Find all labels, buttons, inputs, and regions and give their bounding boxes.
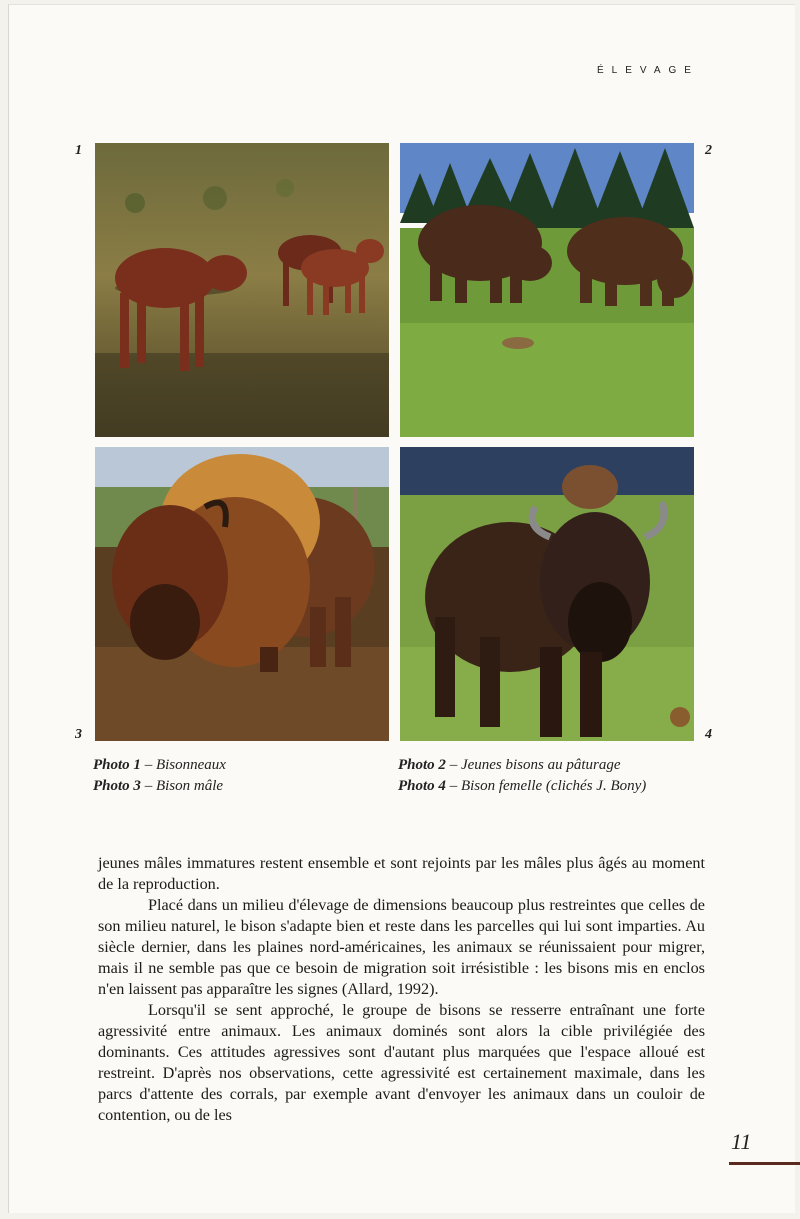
caption-photo-4: [398, 776, 646, 797]
paragraph-3: Lorsqu'il se sent approché, le groupe de bisons se resserre entraînant une forte agressivité entre animaux. Les animaux dominés sont alors la cible privilégiée des dominants. Ces attitudes agressives sont d'autant plus marquées que l'espace alloué est restreint. D'après nos observations, cette agressivité est certainement maximale, dans les parcs d'attente des corrals, par exemple avant d'envoyer les animaux dans un couloir de contention, ou de les: [98, 1001, 705, 1124]
caption-photo-1-text: – Bisonneaux: [140, 757, 226, 773]
caption-photo-2-text: – Jeunes bisons au pâturage: [445, 757, 621, 773]
paragraph-2: Placé dans un milieu d'élevage de dimensions beaucoup plus restreintes que celles de son milieu naturel, le bison s'adapte bien et reste dans les parcelles qui lui sont imparties. Au siècle dernier, dans les plaines nord-américaines, les animaux se réunissaient pour migrer, mais il ne semble pas que ce besoin de migration soit irrésistible : les bisons mis en enclos n'en laissent pas apparaître les signes (Allard, 1992).: [98, 896, 705, 998]
caption-photo-3-text: – Bison mâle: [140, 778, 224, 794]
caption-photo-1: [93, 755, 226, 776]
running-head: ÉLEVAGE: [597, 65, 699, 76]
plate-number-2: 2: [705, 143, 712, 158]
photo-3-image: [95, 447, 389, 741]
plate-number-1: 1: [75, 143, 82, 158]
caption-photo-2: [398, 755, 621, 776]
caption-photo-4-label: Photo 4: [398, 778, 446, 794]
caption-photo-3: [93, 776, 223, 797]
plate-number-4: 4: [705, 727, 712, 742]
caption-photo-2-label: Photo 2: [398, 757, 446, 773]
photo-3-male-bison: [95, 447, 389, 741]
photo-2-image: [400, 143, 694, 437]
caption-photo-3-label: Photo 3: [93, 778, 141, 794]
body-text: [98, 853, 705, 1126]
paragraph-1: jeunes mâles immatures restent ensemble et sont rejoints par les mâles plus âgés au moment de la reproduction.: [98, 854, 705, 893]
photo-4-female-bison: [400, 447, 694, 741]
folio-rule: [729, 1162, 800, 1165]
plate-number-3: 3: [75, 727, 82, 742]
caption-photo-1-label: Photo 1: [93, 757, 141, 773]
photo-2-young-bison-grazing: [400, 143, 694, 437]
caption-photo-4-text: – Bison femelle (clichés J. Bony): [445, 778, 647, 794]
book-page: [8, 4, 795, 1213]
photo-1-image: [95, 143, 389, 437]
photo-4-image: [400, 447, 694, 741]
page-number: 11: [731, 1129, 752, 1154]
photo-1-bison-calves: [95, 143, 389, 437]
